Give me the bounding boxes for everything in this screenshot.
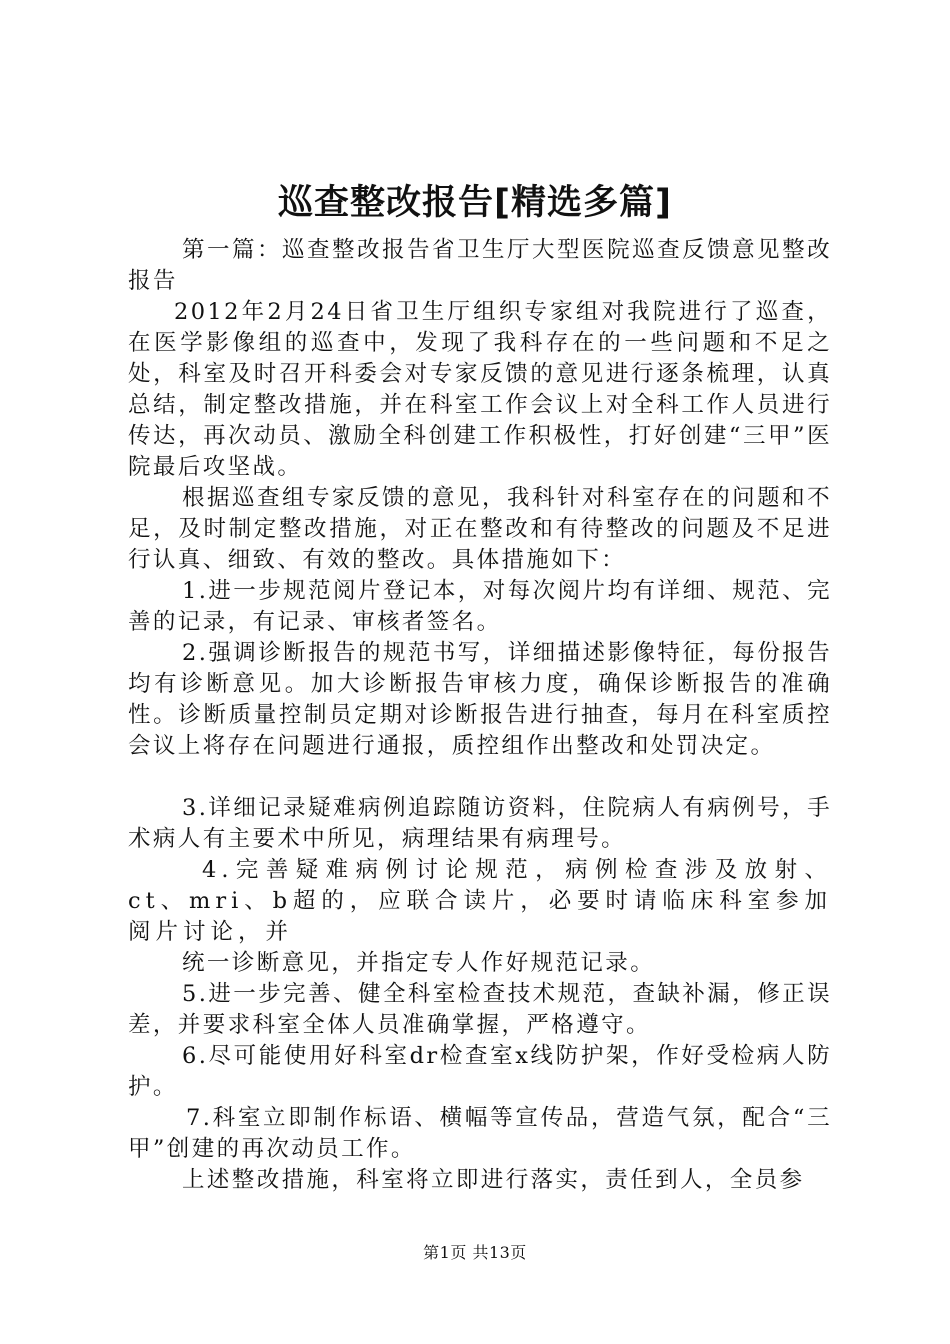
- paragraph-background: 2012年2月24日省卫生厅组织专家组对我院进行了巡查，在医学影像组的巡查中，发现了我科存在的一些问题和不足之处，科室及时召开科委会对专家反馈的意见进行逐条梳理，认真总结，制定整改措施，并在科室工作会议上对全科工作人员进行传达，再次动员、激励全科创建工作积极性，打好创建“三甲”医院最后攻坚战。: [128, 299, 832, 480]
- document-body: [128, 235, 832, 1196]
- paragraph-item-3: 3.详细记录疑难病例追踪随访资料，住院病人有病例号，手术病人有主要术中所见，病理结果有病理号。: [128, 795, 832, 852]
- paragraph-intro: 第一篇：巡查整改报告省卫生厅大型医院巡查反馈意见整改报告: [128, 237, 832, 294]
- paragraph-item-6: 6.尽可能使用好科室dr检查室x线防护架，作好受检病人防护。: [128, 1043, 832, 1100]
- paragraph-measures-intro: 根据巡查组专家反馈的意见，我科针对科室存在的问题和不足，及时制定整改措施，对正在整改和有待整改的问题及不足进行认真、细致、有效的整改。具体措施如下：: [128, 485, 832, 573]
- paragraph-item-1: 1.进一步规范阅片登记本，对每次阅片均有详细、规范、完善的记录，有记录、审核者签名。: [128, 578, 832, 635]
- paragraph-conclusion: 上述整改措施，科室将立即进行落实，责任到人，全员参: [182, 1167, 805, 1193]
- document-title: 巡查整改报告[精选多篇]: [278, 183, 672, 223]
- paragraph-item-5: 5.进一步完善、健全科室检查技术规范，查缺补漏，修正误差，并要求科室全体人员准确掌握，严格遵守。: [128, 981, 832, 1038]
- blank-line: [128, 762, 832, 793]
- paragraph-item-4: 4.完善疑难病例讨论规范，病例检查涉及放射、ct、mri、b超的，应联合读片，必要时请临床科室参加阅片讨论，并: [128, 857, 832, 945]
- page-number-footer: 第1页 共13页: [423, 1243, 527, 1262]
- paragraph-item-7: 7.科室立即制作标语、横幅等宣传品，营造气氛，配合“三甲”创建的再次动员工作。: [128, 1105, 832, 1162]
- paragraph-item-4-continued: 统一诊断意见，并指定专人作好规范记录。: [182, 950, 656, 976]
- paragraph-item-2: 2.强调诊断报告的规范书写，详细描述影像特征，每份报告均有诊断意见。加大诊断报告审核力度，确保诊断报告的准确性。诊断质量控制员定期对诊断报告进行抽查，每月在科室质控会议上将存在问题进行通报，质控组作出整改和处罚决定。: [128, 640, 832, 759]
